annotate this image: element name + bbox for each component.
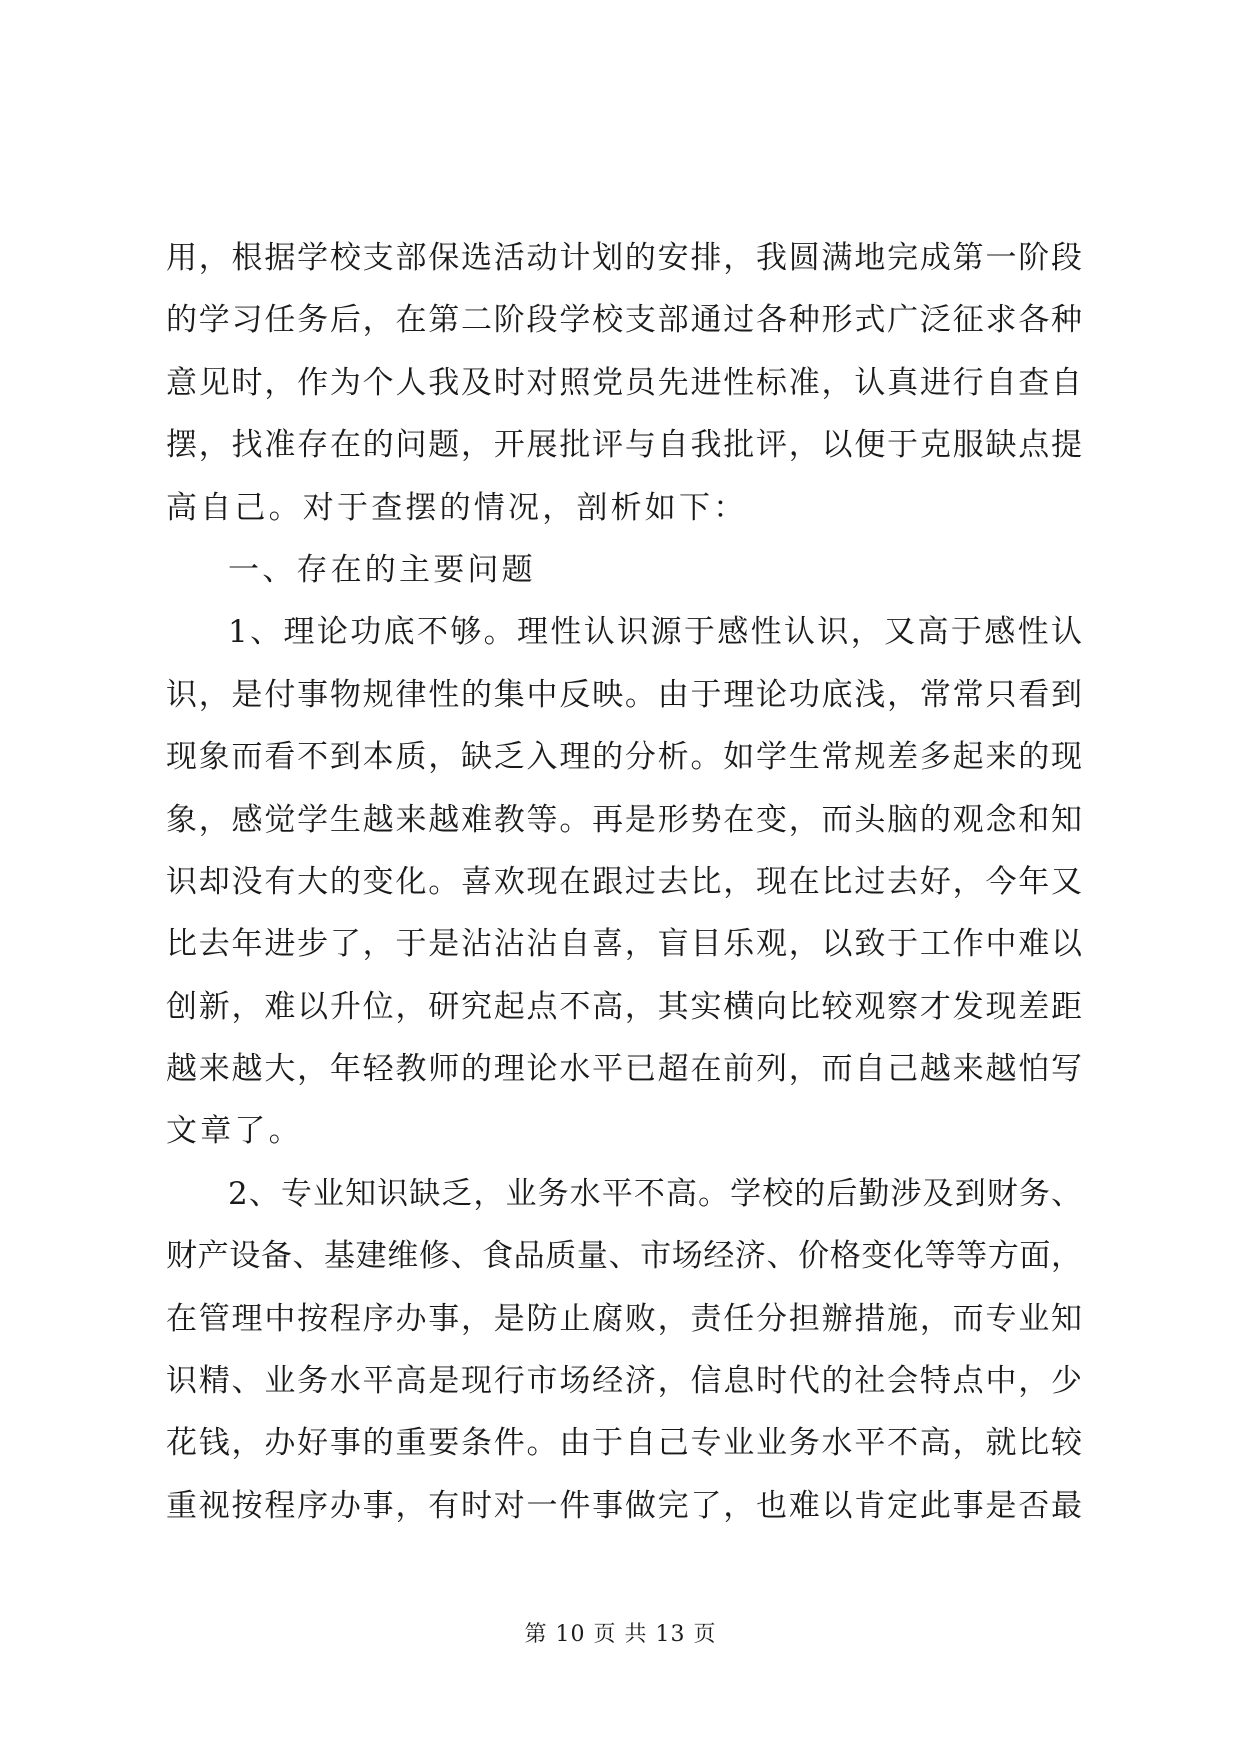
text-line: 识，是付事物规律性的集中反映。由于理论功底浅，常常只看到 [166, 676, 1082, 713]
text-line: 识却没有大的变化。喜欢现在跟过去比，现在比过去好，今年又 [166, 863, 1082, 900]
text-line: 1、理论功底不够。理性认识源于感性认识，又高于感性认 [228, 614, 1082, 651]
text-line: 现象而看不到本质，缺乏入理的分析。如学生常规差多起来的现 [166, 739, 1082, 776]
text-line: 意见时，作为个人我及时对照党员先进性标准，认真进行自查自 [166, 364, 1082, 401]
text-line: 财产设备、基建维修、食品质量、市场经济、价格变化等等方面， [166, 1238, 1082, 1275]
text-line: 用，根据学校支部保选活动计划的安排，我圆满地完成第一阶段 [166, 240, 1082, 276]
text-line: 越来越大，年轻教师的理论水平已超在前列，而自己越来越怕写 [166, 1051, 1082, 1088]
text-line: 2、专业知识缺乏，业务水平不高。学校的后勤涉及到财务、 [228, 1175, 1082, 1212]
text-line: 创新，难以升位，研究起点不高，其实横向比较观察才发现差距 [166, 988, 1082, 1025]
text-line: 识精、业务水平高是现行市场经济，信息时代的社会特点中，少 [166, 1363, 1082, 1400]
text-line: 比去年进步了，于是沾沾沾自喜，盲目乐观，以致于工作中难以 [166, 926, 1082, 963]
body-text [166, 227, 1082, 1537]
page-footer: 第 10 页 共 13 页 [524, 1622, 717, 1647]
text-line: 花钱，办好事的重要条件。由于自己专业业务水平不高，就比较 [166, 1425, 1082, 1462]
text-line: 在管理中按程序办事，是防止腐败，责任分担辦措施，而专业知 [166, 1300, 1082, 1337]
text-line: 一、存在的主要问题 [228, 551, 536, 588]
text-line: 的学习任务后，在第二阶段学校支部通过各种形式广泛征求各种 [166, 302, 1082, 339]
text-line: 文章了。 [166, 1113, 303, 1150]
text-line: 重视按程序办事，有时对一件事做完了，也难以肯定此事是否最 [166, 1487, 1082, 1524]
text-line: 象，感觉学生越来越难教等。再是形势在变，而头脑的观念和知 [166, 801, 1082, 838]
text-line: 摆，找准存在的问题，开展批评与自我批评，以便于克服缺点提 [166, 427, 1082, 464]
text-line: 高自己。对于查摆的情况，剖析如下： [166, 489, 748, 526]
